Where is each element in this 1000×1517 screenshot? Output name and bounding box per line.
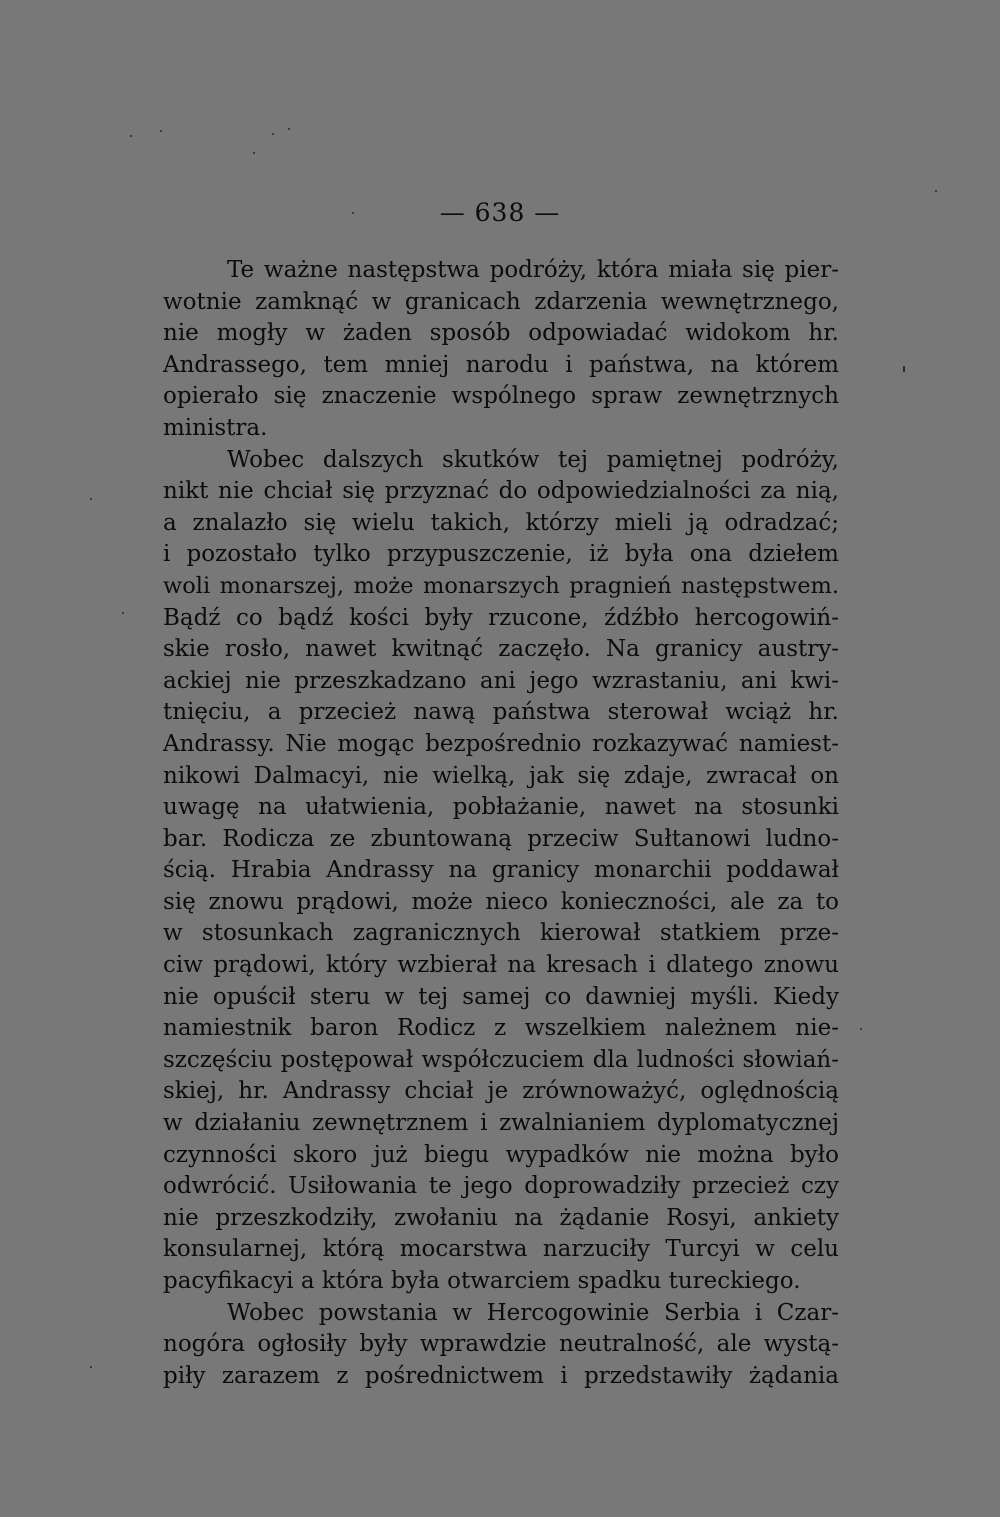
text-line: pacyfikacyi a która była otwarciem spadku tureckiego. bbox=[163, 1268, 801, 1294]
text-line: skie rosło, nawet kwitnąć zaczęło. Na granicy austry- bbox=[163, 636, 839, 663]
text-line: wotnie zamknąć w granicach zdarzenia wewnętrznego, bbox=[163, 288, 839, 315]
text-line: ciw prądowi, który wzbierał na kresach i dlatego znowu bbox=[163, 952, 839, 979]
text-line: Andrassy. Nie mogąc bezpośrednio rozkazywać namiest- bbox=[163, 730, 839, 757]
text-line: a znalazło się wielu takich, którzy mieli ją odradzać; bbox=[163, 509, 839, 536]
text-line: Bądź co bądź kości były rzucone, źdźbło hercogowiń- bbox=[163, 604, 839, 631]
text-line: tnięciu, a przecież nawą państwa sterował wciąż hr. bbox=[163, 699, 839, 726]
text-line: czynności skoro już biegu wypadków nie można było bbox=[163, 1141, 839, 1168]
text-line: ścią. Hrabia Andrassy na granicy monarchii poddawał bbox=[163, 857, 839, 884]
text-line: Te ważne następstwa podróży, która miała się pier- bbox=[227, 257, 839, 283]
body-text bbox=[163, 255, 839, 1392]
text-line: uwagę na ułatwienia, pobłażanie, nawet na stosunki bbox=[163, 794, 839, 821]
text-line: nikt nie chciał się przyznać do odpowiedzialności za nią, bbox=[163, 478, 839, 505]
text-line: się znowu prądowi, może nieco konieczności, ale za to bbox=[163, 888, 839, 915]
text-line: nogóra ogłosiły były wprawdzie neutralność, ale wystą- bbox=[163, 1331, 839, 1358]
text-line: bar. Rodicza ze zbuntowaną przeciw Sułtanowi ludno- bbox=[163, 825, 839, 852]
text-line: opierało się znaczenie wspólnego spraw zewnętrznych bbox=[163, 383, 839, 410]
text-line: skiej, hr. Andrassy chciał je zrównoważyć, oględnością bbox=[163, 1078, 839, 1105]
text-line: Wobec dalszych skutków tej pamiętnej podróży, bbox=[227, 446, 839, 473]
text-line: woli monarszej, może monarszych pragnień następstwem. bbox=[163, 572, 839, 599]
text-line: szczęściu postępował współczuciem dla ludności słowiań- bbox=[163, 1046, 839, 1073]
page-number: — 638 — bbox=[439, 198, 561, 227]
text-line: konsularnej, którą mocarstwa narzuciły Turcyi w celu bbox=[163, 1236, 839, 1263]
text-line: namiestnik baron Rodicz z wszelkiem należnem nie- bbox=[163, 1015, 839, 1042]
text-line: nie opuścił steru w tej samej co dawniej myśli. Kiedy bbox=[163, 983, 839, 1010]
text-line: nikowi Dalmacyi, nie wielką, jak się zdaje, zwracał on bbox=[163, 762, 839, 789]
text-line: nie przeszkodziły, zwołaniu na żądanie Rosyi, ankiety bbox=[163, 1204, 839, 1231]
text-line: i pozostało tylko przypuszczenie, iż była ona dziełem bbox=[163, 541, 839, 568]
text-line: w stosunkach zagranicznych kierował statkiem prze- bbox=[163, 920, 839, 947]
text-line: Wobec powstania w Hercogowinie Serbia i Czar- bbox=[227, 1299, 839, 1326]
text-line: nie mogły w żaden sposób odpowiadać widokom hr. bbox=[163, 320, 839, 347]
text-line: w działaniu zewnętrznem i zwalnianiem dyplomatycznej bbox=[163, 1110, 839, 1137]
text-line: odwrócić. Usiłowania te jego doprowadziły przecież czy bbox=[163, 1173, 839, 1200]
text-line: ackiej nie przeszkadzano ani jego wzrastaniu, ani kwi- bbox=[163, 667, 839, 694]
text-line: Andrassego, tem mniej narodu i państwa, na którem bbox=[163, 351, 839, 378]
text-line: ministra. bbox=[163, 414, 268, 441]
text-line: piły zarazem z pośrednictwem i przedstawiły żądania bbox=[163, 1362, 839, 1389]
